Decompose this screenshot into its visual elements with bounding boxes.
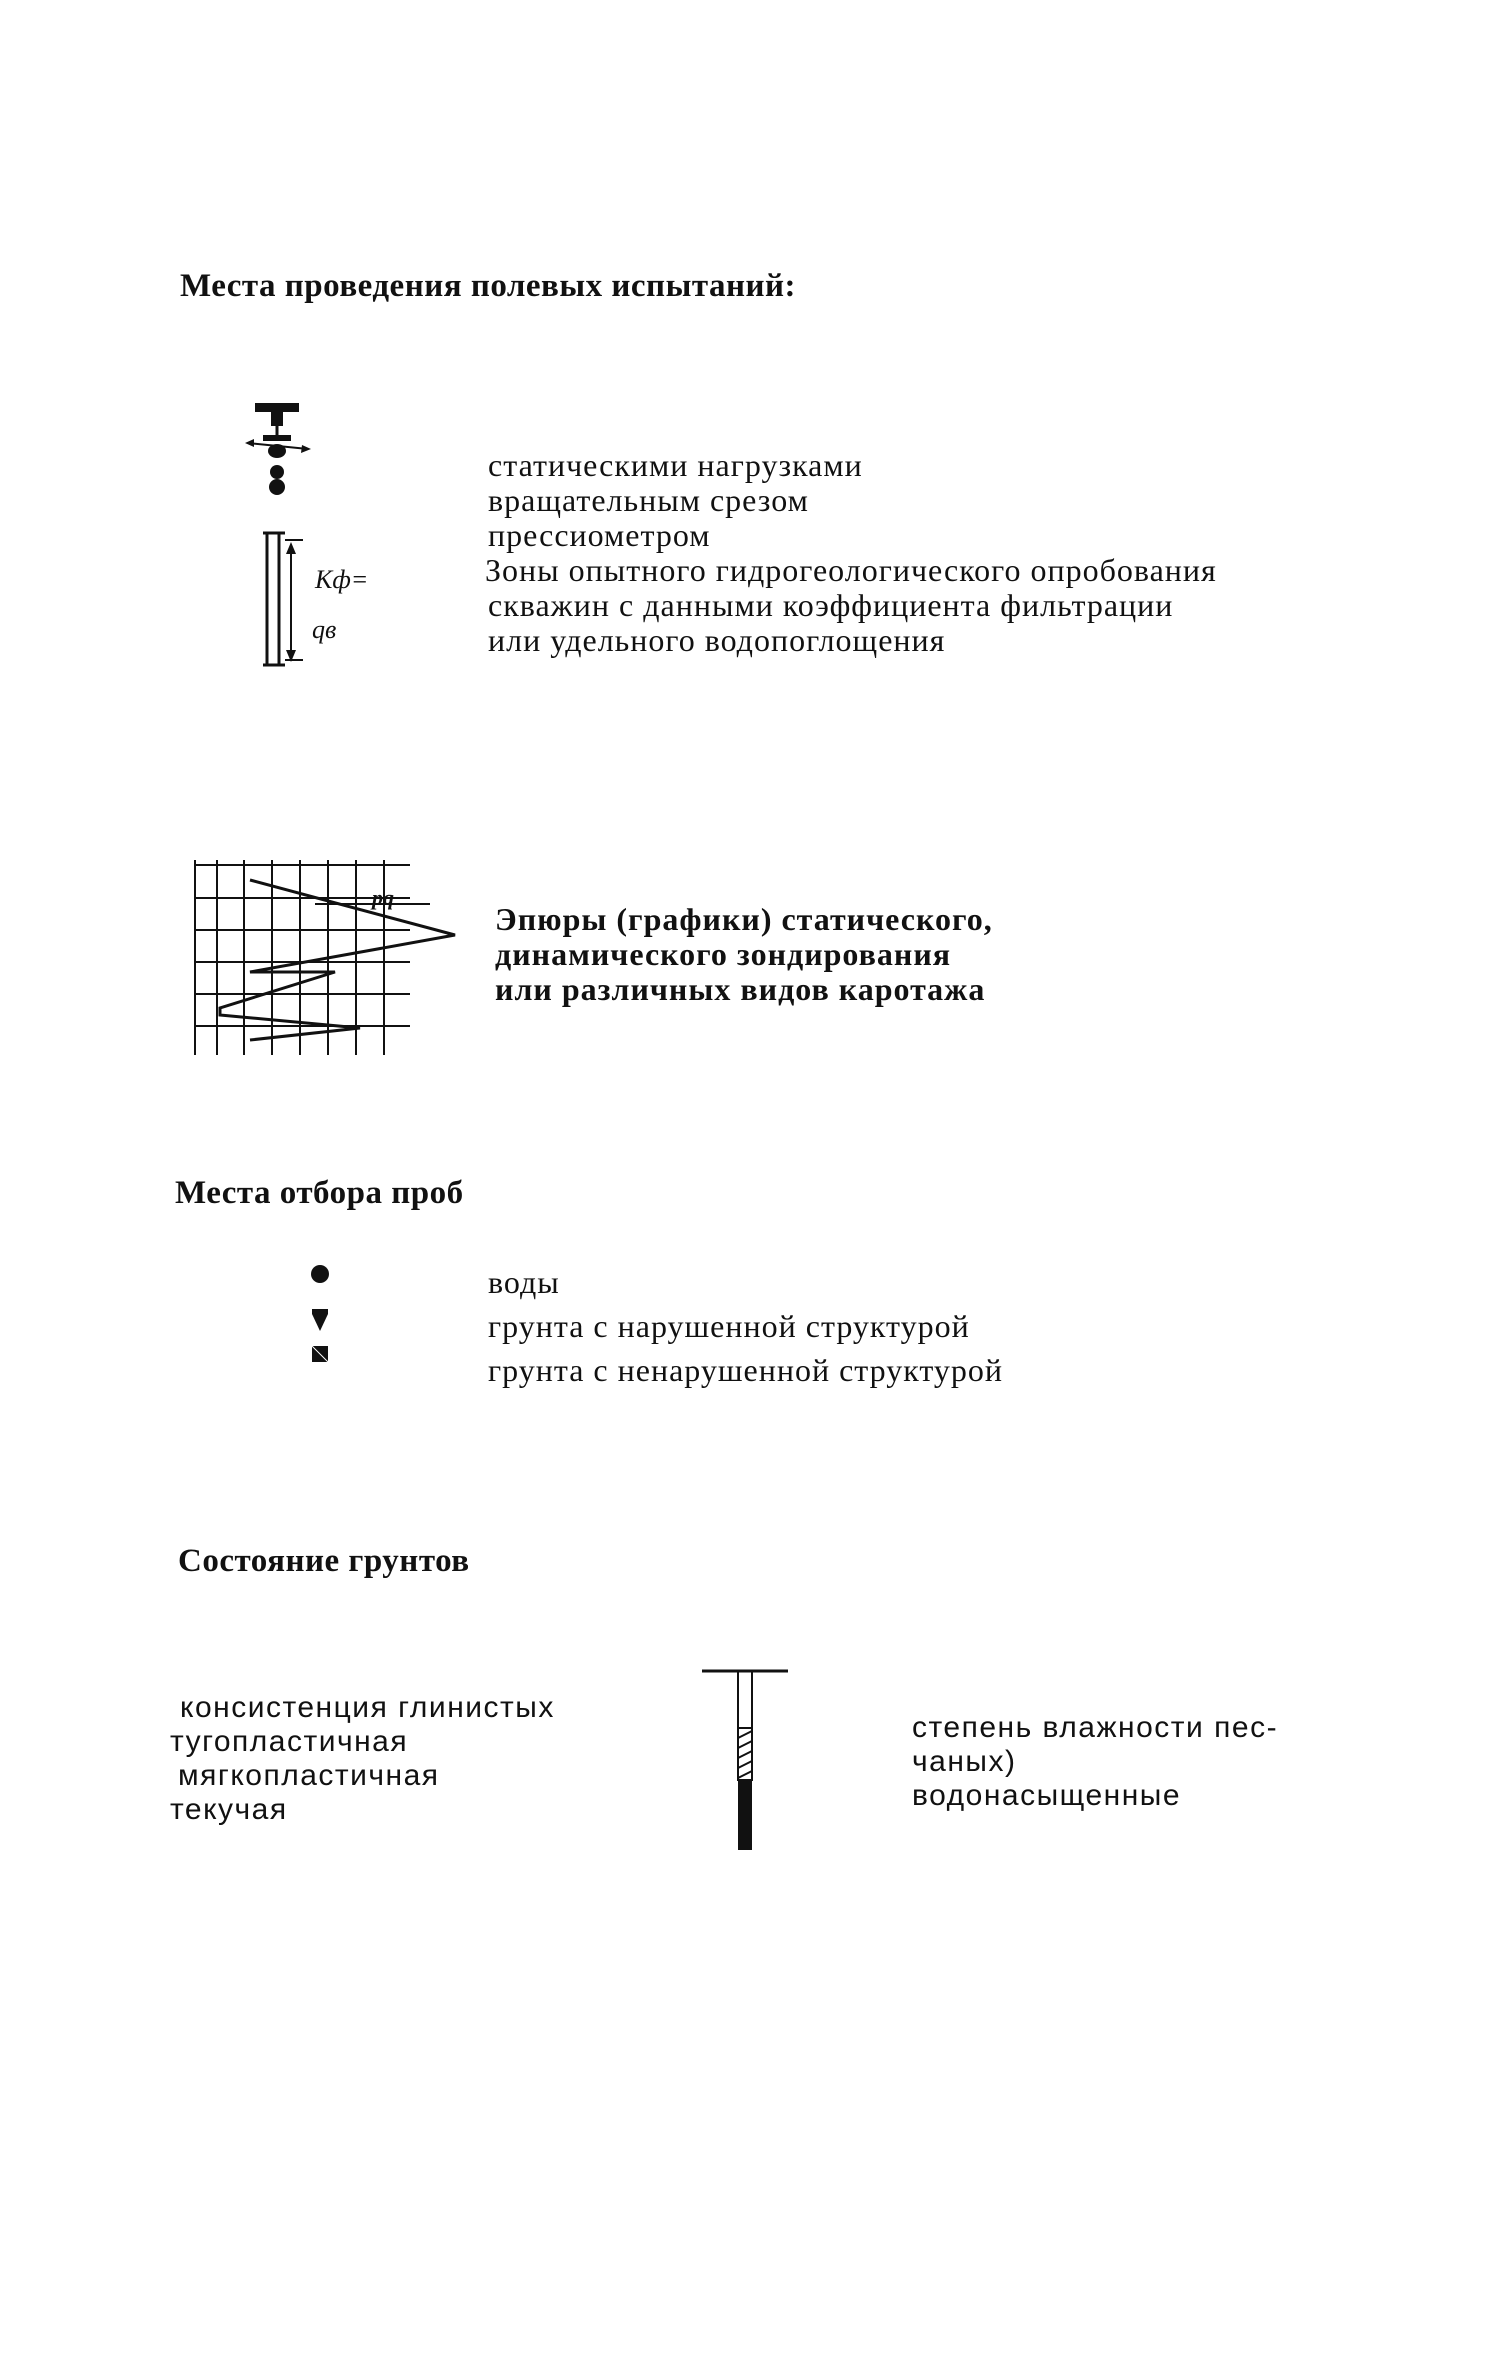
sample-undisturbed-text: грунта с ненарушенной структурой [488, 1352, 1004, 1388]
kf-label: Kф= [315, 565, 369, 594]
epure-line-2: динамического зондирования [495, 936, 952, 972]
moisture-line-1: степень влажности пес- [912, 1711, 1279, 1744]
consistency-line-2: тугопластичная [170, 1725, 409, 1758]
water-sample-icon [309, 1263, 331, 1285]
rotational-shear-text: вращательным срезом [488, 482, 809, 518]
undisturbed-sample-icon [310, 1344, 332, 1366]
field-tests-heading: Места проведения полевых испытаний: [180, 268, 796, 304]
sample-water-text: воды [488, 1264, 560, 1300]
pq-label: pq [372, 885, 394, 910]
static-load-text: статическими нагрузками [488, 447, 863, 483]
disturbed-sample-icon [310, 1307, 332, 1333]
hydro-line-3: или удельного водопоглощения [488, 622, 946, 658]
consistency-line-1: консистенция глинистых [180, 1691, 555, 1724]
pressuremeter-icon [262, 462, 292, 502]
soil-state-column-icon [700, 1668, 792, 1854]
qv-label: qв [312, 615, 337, 644]
moisture-line-2: чаных) [912, 1745, 1017, 1778]
borehole-hydro-icon [255, 530, 325, 670]
epure-line-1: Эпюры (графики) статического, [495, 901, 993, 937]
sample-disturbed-text: грунта с нарушенной структурой [488, 1308, 970, 1344]
hydro-line-1: Зоны опытного гидрогеологического опробования [485, 552, 1217, 588]
epure-grid-icon [190, 860, 470, 1060]
hydro-line-2: скважин с данными коэффициента фильтрации [488, 587, 1174, 623]
consistency-line-4: текучая [170, 1793, 288, 1826]
samples-heading: Места отбора проб [175, 1175, 464, 1211]
rotational-shear-icon [245, 435, 320, 465]
epure-line-3: или различных видов каротажа [495, 971, 986, 1007]
consistency-line-3: мягкопластичная [178, 1759, 440, 1792]
pressuremeter-text: прессиометром [488, 517, 711, 553]
soil-state-heading: Состояние грунтов [178, 1543, 470, 1579]
moisture-line-3: водонасыщенные [912, 1779, 1182, 1812]
